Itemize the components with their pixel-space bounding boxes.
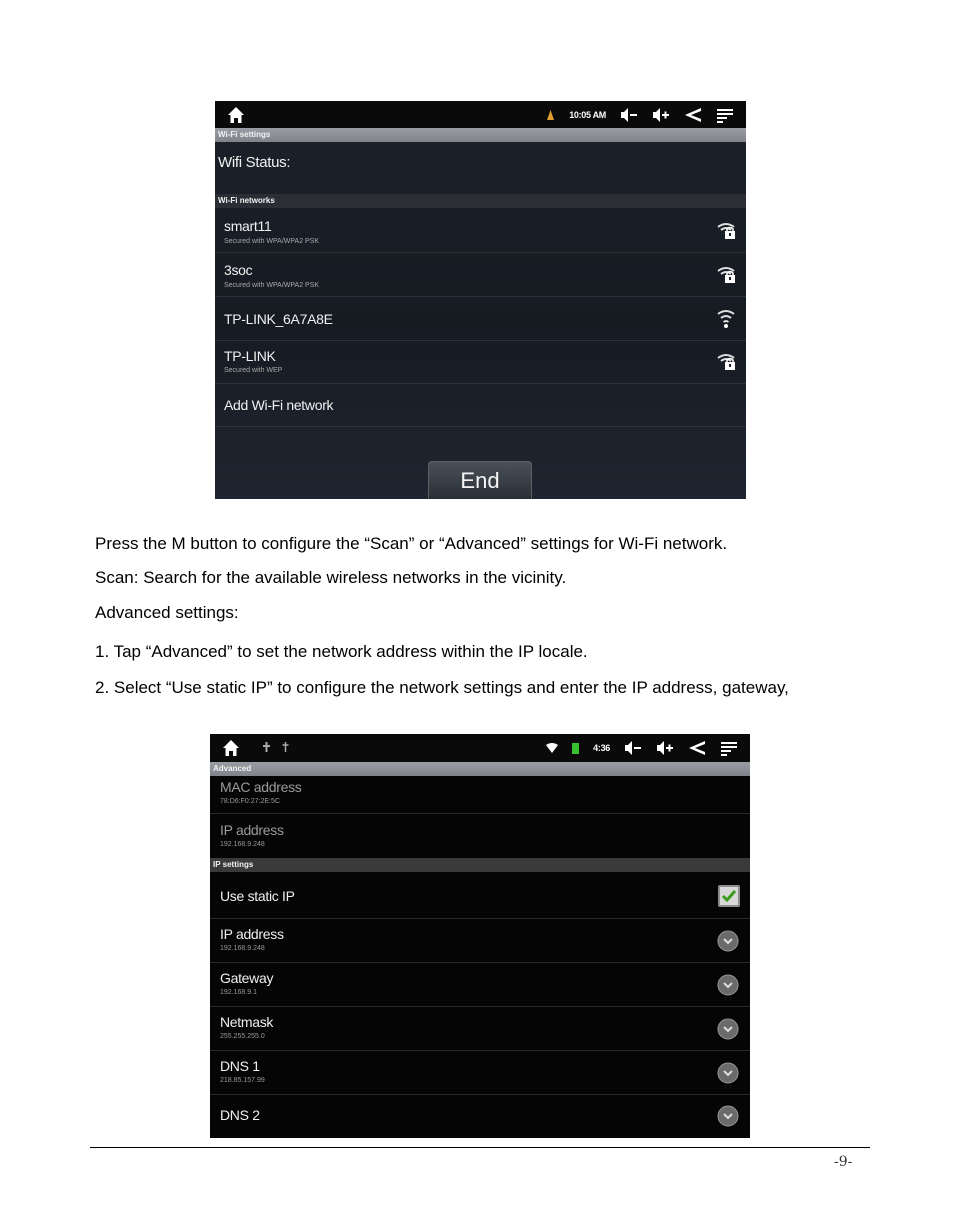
dns2-field-item[interactable] — [210, 1095, 750, 1138]
back-icon[interactable] — [684, 107, 702, 123]
field-label: Netmask — [220, 1014, 274, 1030]
checkmark-icon — [720, 887, 738, 905]
status-time: 10:05 AM — [569, 110, 606, 120]
dns1-field-item[interactable] — [210, 1051, 750, 1095]
use-static-ip-label: Use static IP — [220, 888, 295, 904]
debug-icon — [281, 741, 290, 753]
footer-divider — [90, 1147, 870, 1148]
network-security: Secured with WPA/WPA2 PSK — [224, 282, 320, 289]
field-label: IP address — [220, 926, 284, 942]
ip-address-field-item[interactable] — [210, 919, 750, 963]
ip-address-label: IP address — [220, 822, 284, 838]
wifi-lock-icon — [716, 221, 736, 241]
network-item[interactable] — [215, 297, 746, 341]
advanced-settings-screenshot — [210, 734, 750, 1138]
mac-address-item — [210, 776, 750, 814]
volume-down-icon[interactable] — [620, 107, 638, 123]
volume-up-icon[interactable] — [656, 740, 674, 756]
wifi-settings-screenshot — [215, 101, 746, 499]
section-header-ip-settings: IP settings — [210, 858, 750, 872]
add-wifi-network-label: Add Wi-Fi network — [224, 397, 334, 413]
network-name: TP-LINK_6A7A8E — [224, 311, 333, 327]
chevron-down-icon[interactable] — [717, 1105, 739, 1127]
field-value: 192.168.9.1 — [220, 989, 257, 996]
field-label: DNS 2 — [220, 1107, 260, 1123]
page-number: -9- — [834, 1154, 853, 1170]
battery-icon — [572, 742, 579, 754]
mac-address-value: 78:D6:F0:27:2E:5C — [220, 798, 280, 805]
notification-icon — [546, 109, 555, 121]
gateway-field-item[interactable] — [210, 963, 750, 1007]
network-name: 3soc — [224, 262, 253, 278]
static-ip-checkbox[interactable] — [718, 885, 740, 907]
add-wifi-network-item[interactable] — [215, 384, 746, 427]
mac-address-label: MAC address — [220, 779, 302, 795]
status-time: 4:36 — [593, 743, 610, 753]
network-name: TP-LINK — [224, 348, 276, 364]
network-security: Secured with WPA/WPA2 PSK — [224, 238, 320, 245]
back-icon[interactable] — [688, 740, 706, 756]
field-label: Gateway — [220, 970, 274, 986]
paragraph-step-1: 1. Tap “Advanced” to set the network address within the IP locale. — [95, 642, 588, 661]
menu-icon[interactable] — [720, 740, 738, 756]
field-label: DNS 1 — [220, 1058, 260, 1074]
network-item[interactable] — [215, 341, 746, 384]
use-static-ip-item[interactable] — [210, 872, 750, 919]
volume-down-icon[interactable] — [624, 740, 642, 756]
chevron-down-icon[interactable] — [717, 1018, 739, 1040]
chevron-down-icon[interactable] — [717, 930, 739, 952]
section-header-wifi-networks: Wi-Fi networks — [215, 194, 746, 208]
home-icon[interactable] — [227, 106, 245, 124]
section-header-advanced: Advanced — [210, 762, 750, 776]
chevron-down-icon[interactable] — [717, 1062, 739, 1084]
field-value: 255.255.255.0 — [220, 1033, 265, 1040]
network-item[interactable] — [215, 209, 746, 253]
network-security: Secured with WEP — [224, 367, 283, 374]
ip-address-value: 192.168.9.248 — [220, 841, 265, 848]
network-name: smart11 — [224, 218, 272, 234]
menu-icon[interactable] — [716, 107, 734, 123]
wifi-icon — [716, 309, 736, 329]
wifi-status-label: Wifi Status: — [218, 154, 291, 171]
section-header-wifi-settings: Wi-Fi settings — [215, 128, 746, 142]
wifi-lock-icon — [716, 352, 736, 372]
wifi-signal-icon — [546, 742, 558, 754]
volume-up-icon[interactable] — [652, 107, 670, 123]
netmask-field-item[interactable] — [210, 1007, 750, 1051]
home-icon[interactable] — [222, 739, 240, 757]
paragraph-m-button: Press the M button to configure the “Scan” or “Advanced” settings for Wi-Fi network. — [95, 534, 728, 553]
wifi-lock-icon — [716, 265, 736, 285]
ip-address-info-item — [210, 814, 750, 858]
paragraph-scan: Scan: Search for the available wireless networks in the vicinity. — [95, 568, 567, 587]
usb-icon — [262, 741, 271, 753]
field-value: 218.85.157.99 — [220, 1077, 265, 1084]
paragraph-step-2: 2. Select “Use static IP” to configure the network settings and enter the IP address, gateway, — [95, 678, 789, 697]
network-item[interactable] — [215, 253, 746, 297]
chevron-down-icon[interactable] — [717, 974, 739, 996]
status-bar — [210, 734, 750, 762]
paragraph-advanced-settings: Advanced settings: — [95, 603, 239, 622]
status-bar — [215, 101, 746, 128]
field-value: 192.168.9.248 — [220, 945, 265, 952]
end-button[interactable]: End — [428, 461, 532, 499]
